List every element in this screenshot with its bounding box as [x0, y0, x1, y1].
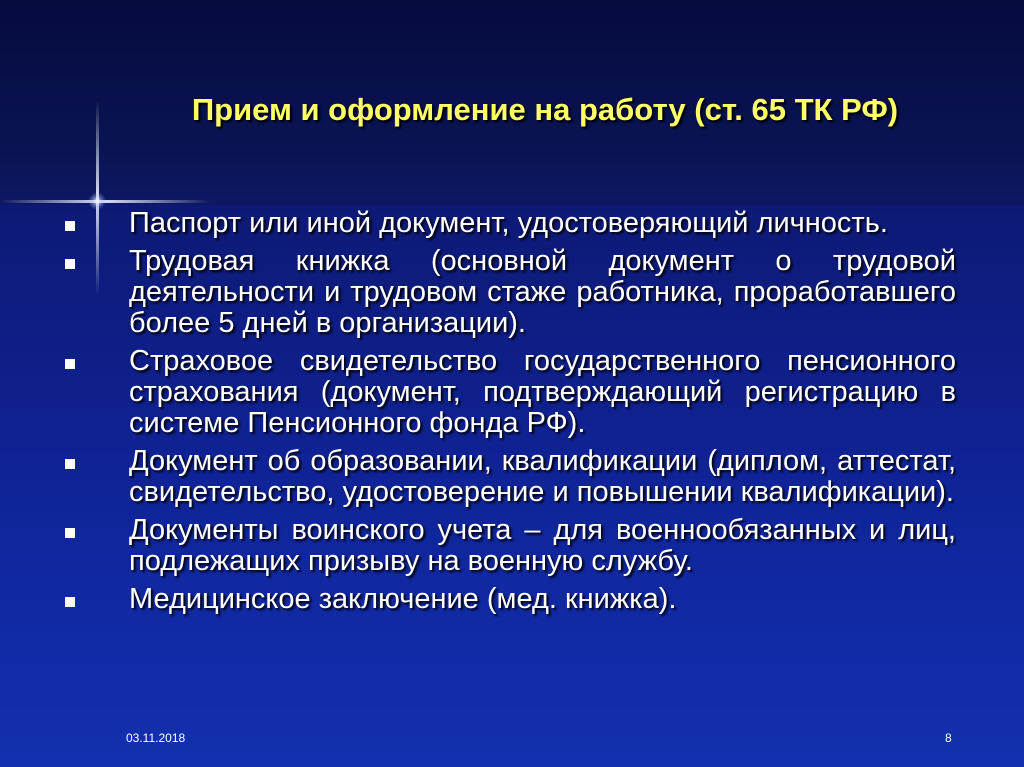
- list-item: [64, 584, 956, 615]
- bullet-text: Документы воинского учета – для военнообязанных и лиц, подлежащих призыву на военную службу.: [129, 514, 956, 577]
- slide-title: Прием и оформление на работу (ст. 65 ТК РФ): [191, 92, 899, 127]
- square-bullet-icon: [65, 259, 75, 269]
- bullet-text: Паспорт или иной документ, удостоверяющий личность.: [129, 207, 888, 239]
- square-bullet-icon: [65, 221, 75, 231]
- square-bullet-icon: [65, 597, 75, 607]
- square-bullet-icon: [65, 528, 75, 538]
- footer-date: 03.11.2018: [126, 731, 186, 745]
- bullet-list: [64, 208, 956, 622]
- list-item: [64, 515, 956, 577]
- bullet-text: Страховое свидетельство государственного пенсионного страхования (документ, подтверждающий регистрацию в системе Пенсионного фонда РФ).: [129, 345, 956, 439]
- list-item: [64, 446, 956, 508]
- bullet-text: Медицинское заключение (мед. книжка).: [129, 583, 677, 615]
- square-bullet-icon: [65, 359, 75, 369]
- list-item: [64, 246, 956, 339]
- list-item: [64, 208, 956, 239]
- square-bullet-icon: [65, 459, 75, 469]
- page-number: 8: [945, 731, 952, 745]
- list-item: [64, 346, 956, 439]
- bullet-text: Документ об образовании, квалификации (диплом, аттестат, свидетельство, удостоверение и повышении квалификации).: [129, 445, 956, 508]
- bullet-text: Трудовая книжка (основной документ о трудовой деятельности и трудовом стаже работника, проработавшего более 5 дней в организации).: [129, 245, 956, 339]
